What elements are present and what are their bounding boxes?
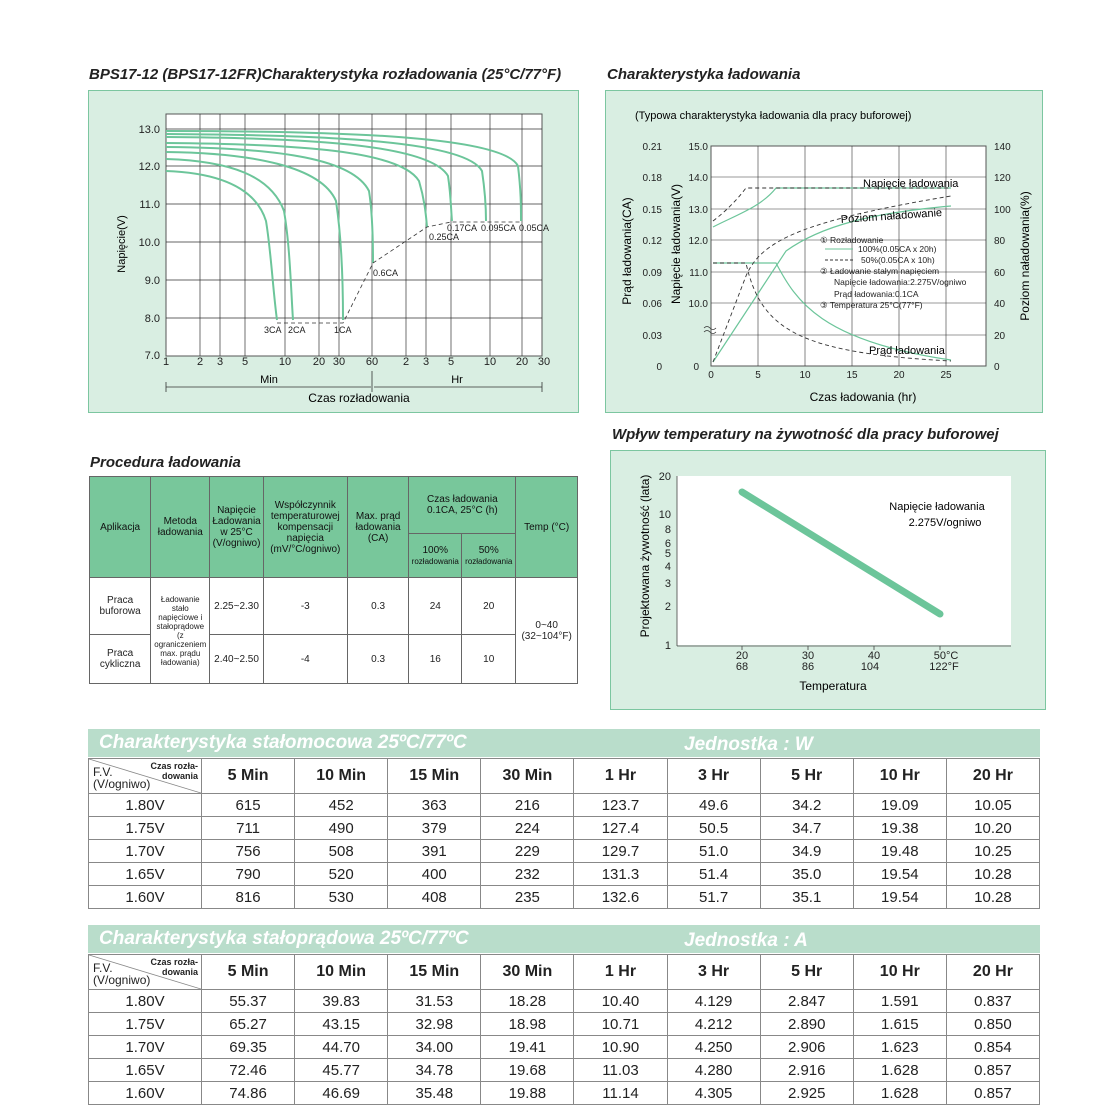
column-header: 10 Hr bbox=[853, 955, 946, 990]
y-tick: 12.0 bbox=[138, 161, 160, 173]
charging-chart bbox=[606, 91, 1042, 412]
x-tick: 20 bbox=[515, 356, 529, 368]
table-cell: 615 bbox=[202, 794, 295, 817]
coef-unit: (mV/°C/ogniwo) bbox=[270, 543, 341, 555]
current-table bbox=[88, 954, 1040, 1105]
table-cell: 1.615 bbox=[853, 1013, 946, 1036]
column-header: 5 Hr bbox=[760, 955, 853, 990]
current-tick: 0.06 bbox=[642, 299, 662, 310]
current-curve-label: Prąd ładowania bbox=[869, 345, 945, 357]
table-cell: 35.1 bbox=[760, 886, 853, 909]
table-cell: 34.00 bbox=[388, 1036, 481, 1059]
table-cell: 50.5 bbox=[667, 817, 760, 840]
corner-fv-label: F.V. (V/ogniwo) bbox=[93, 765, 151, 791]
table-cell: 2.906 bbox=[760, 1036, 853, 1059]
life-tick: 8 bbox=[664, 524, 671, 536]
column-header: 10 Hr bbox=[853, 759, 946, 794]
current-tick: 0 bbox=[656, 362, 662, 373]
column-header: 30 Min bbox=[481, 955, 574, 990]
row-coef: -3 bbox=[263, 578, 347, 635]
y-tick: 11.0 bbox=[139, 199, 160, 211]
temperature-chart bbox=[611, 451, 1045, 709]
power-table-unit: Jednostka : W bbox=[684, 734, 813, 755]
table-cell: 10.71 bbox=[574, 1013, 667, 1036]
level-axis-label: Poziom naładowania(%) bbox=[1018, 191, 1032, 321]
row-maxcur: 0.3 bbox=[347, 578, 409, 635]
level-tick: 100 bbox=[994, 205, 1011, 216]
voltage-tick: 12.0 bbox=[688, 236, 708, 247]
level-tick: 60 bbox=[994, 268, 1006, 279]
row-voltage: 2.40~2.50 bbox=[210, 635, 263, 684]
curve-label: 2CA bbox=[288, 325, 306, 335]
table-cell: 400 bbox=[388, 863, 481, 886]
table-cell: 224 bbox=[481, 817, 574, 840]
x-tick: 30 bbox=[537, 356, 551, 368]
table-cell: 790 bbox=[202, 863, 295, 886]
time-tick: 5 bbox=[755, 370, 761, 381]
row-label: 1.60V bbox=[89, 886, 202, 909]
table-cell: 127.4 bbox=[574, 817, 667, 840]
half-label: 50% bbox=[478, 544, 499, 556]
table-cell: 520 bbox=[295, 863, 388, 886]
level-tick: 0 bbox=[994, 362, 1000, 373]
table-cell: 229 bbox=[481, 840, 574, 863]
table-cell: 34.7 bbox=[760, 817, 853, 840]
table-cell: 391 bbox=[388, 840, 481, 863]
table-cell: 65.27 bbox=[202, 1013, 295, 1036]
table-cell: 4.280 bbox=[667, 1059, 760, 1082]
row-maxcur: 0.3 bbox=[347, 635, 409, 684]
column-header: 15 Min bbox=[388, 955, 481, 990]
x-tick: 30 bbox=[332, 356, 346, 368]
current-tick: 0.21 bbox=[642, 142, 662, 153]
table-cell: 51.7 bbox=[667, 886, 760, 909]
table-cell: 19.38 bbox=[853, 817, 946, 840]
charging-subtitle: (Typowa charakterystyka ładowania dla pracy buforowej) bbox=[635, 110, 912, 122]
current-tick: 0.03 bbox=[642, 331, 662, 342]
table-cell: 235 bbox=[481, 886, 574, 909]
charging-x-label: Czas ładowania (hr) bbox=[809, 390, 917, 404]
x-tick: 5 bbox=[241, 356, 249, 368]
table-cell: 1.628 bbox=[853, 1082, 946, 1105]
table-cell: 49.6 bbox=[667, 794, 760, 817]
temp-f-tick: 104 bbox=[860, 661, 880, 673]
table-cell: 4.129 bbox=[667, 990, 760, 1013]
header-voltage: Napięcie Ładowania w 25°C (V/ogniwo) bbox=[210, 477, 263, 578]
row-app: Praca cykliczna bbox=[90, 635, 151, 684]
curve-label: 3CA bbox=[264, 325, 282, 335]
voltage-axis-label: Napięcie ładowania(V) bbox=[669, 183, 683, 305]
column-header: 5 Hr bbox=[760, 759, 853, 794]
row-label: 1.65V bbox=[89, 1059, 202, 1082]
corner-time-label: Czas rozła-dowania bbox=[150, 761, 198, 781]
temp-note: 2.275V/ogniwo bbox=[908, 517, 982, 529]
life-tick: 3 bbox=[664, 578, 671, 590]
table-cell: 2.890 bbox=[760, 1013, 853, 1036]
table-cell: 452 bbox=[295, 794, 388, 817]
row-label: 1.80V bbox=[89, 990, 202, 1013]
temp-f-tick: 122°F bbox=[929, 661, 959, 673]
table-cell: 816 bbox=[202, 886, 295, 909]
row-label: 1.60V bbox=[89, 1082, 202, 1105]
table-row bbox=[89, 1082, 1040, 1105]
row-coef: -4 bbox=[263, 635, 347, 684]
unit-min: Min bbox=[260, 374, 278, 386]
table-cell: 0.837 bbox=[946, 990, 1039, 1013]
table-cell: 10.25 bbox=[946, 840, 1039, 863]
column-header: 10 Min bbox=[295, 759, 388, 794]
temp-c-tick: 50°C bbox=[933, 650, 959, 662]
table-cell: 4.250 bbox=[667, 1036, 760, 1059]
table-row bbox=[89, 840, 1040, 863]
life-y-label: Projektowana żywotność (lata) bbox=[638, 474, 652, 638]
table-cell: 530 bbox=[295, 886, 388, 909]
x-tick: 3 bbox=[422, 356, 430, 368]
level-tick: 120 bbox=[994, 173, 1011, 184]
half-sub: rozładowania bbox=[465, 556, 513, 566]
x-tick: 60 bbox=[365, 356, 379, 368]
y-tick: 7.0 bbox=[144, 350, 160, 362]
table-cell: 11.14 bbox=[574, 1082, 667, 1105]
table-cell: 19.54 bbox=[853, 863, 946, 886]
header-charge-time: Czas ładowania 0.1CA, 25°C (h) bbox=[409, 477, 516, 534]
x-tick: 10 bbox=[483, 356, 497, 368]
column-header: 3 Hr bbox=[667, 759, 760, 794]
table-cell: 216 bbox=[481, 794, 574, 817]
table-cell: 129.7 bbox=[574, 840, 667, 863]
table-cell: 44.70 bbox=[295, 1036, 388, 1059]
table-cell: 0.854 bbox=[946, 1036, 1039, 1059]
curve-label: 0.17CA bbox=[447, 223, 478, 233]
x-tick: 5 bbox=[447, 356, 455, 368]
temp-f-tick: 86 bbox=[801, 661, 815, 673]
table-cell: 19.41 bbox=[481, 1036, 574, 1059]
coef-text: Współczynnik temperaturowej kompensacji napięcia bbox=[270, 499, 340, 544]
legend-item: Prąd ładowania:0.1CA bbox=[834, 289, 919, 299]
life-tick: 6 bbox=[664, 538, 671, 550]
table-cell: 10.90 bbox=[574, 1036, 667, 1059]
header-coefficient bbox=[263, 477, 347, 578]
curve-label: 0.05CA bbox=[519, 223, 550, 233]
x-axis-label: Czas rozładowania bbox=[308, 391, 410, 405]
row-label: 1.80V bbox=[89, 794, 202, 817]
table-cell: 10.05 bbox=[946, 794, 1039, 817]
table-cell: 2.916 bbox=[760, 1059, 853, 1082]
life-tick: 10 bbox=[658, 509, 671, 521]
time-tick: 0 bbox=[708, 370, 714, 381]
table-cell: 51.0 bbox=[667, 840, 760, 863]
table-cell: 18.98 bbox=[481, 1013, 574, 1036]
table-cell: 19.09 bbox=[853, 794, 946, 817]
table-cell: 132.6 bbox=[574, 886, 667, 909]
table-cell: 34.9 bbox=[760, 840, 853, 863]
column-header: 1 Hr bbox=[574, 955, 667, 990]
current-table-title: Charakterystyka stałoprądowa 25ºC/77ºC bbox=[99, 928, 469, 949]
level-tick: 20 bbox=[994, 331, 1006, 342]
corner-time-label: Czas rozła-dowania bbox=[150, 957, 198, 977]
y-tick: 8.0 bbox=[144, 313, 160, 325]
temperature-panel bbox=[610, 450, 1046, 710]
row-label: 1.65V bbox=[89, 863, 202, 886]
table-cell: 711 bbox=[202, 817, 295, 840]
table-cell: 19.48 bbox=[853, 840, 946, 863]
level-tick: 80 bbox=[994, 236, 1006, 247]
table-cell: 1.591 bbox=[853, 990, 946, 1013]
row-voltage: 2.25~2.30 bbox=[210, 578, 263, 635]
table-cell: 32.98 bbox=[388, 1013, 481, 1036]
column-header: 20 Hr bbox=[946, 955, 1039, 990]
table-row bbox=[89, 990, 1040, 1013]
table-cell: 45.77 bbox=[295, 1059, 388, 1082]
table-cell: 72.46 bbox=[202, 1059, 295, 1082]
charging-title: Charakterystyka ładowania bbox=[607, 66, 801, 83]
header-half bbox=[462, 534, 516, 578]
row-label: 1.75V bbox=[89, 817, 202, 840]
current-tick: 0.09 bbox=[642, 268, 662, 279]
x-tick: 3 bbox=[216, 356, 224, 368]
temp-c-tick: 40 bbox=[867, 650, 881, 662]
column-header: 10 Min bbox=[295, 955, 388, 990]
legend-item: ③ Temperatura 25°C(77°F) bbox=[820, 300, 923, 310]
x-tick: 2 bbox=[402, 356, 410, 368]
time-tick: 25 bbox=[940, 370, 952, 381]
table-cell: 43.15 bbox=[295, 1013, 388, 1036]
table-cell: 19.88 bbox=[481, 1082, 574, 1105]
header-method: Metoda ładowania bbox=[151, 477, 210, 578]
table-cell: 490 bbox=[295, 817, 388, 840]
table-cell: 232 bbox=[481, 863, 574, 886]
column-header: 3 Hr bbox=[667, 955, 760, 990]
temp-x-label: Temperatura bbox=[799, 679, 867, 693]
column-header: 5 Min bbox=[202, 955, 295, 990]
table-cell: 4.212 bbox=[667, 1013, 760, 1036]
table-cell: 10.40 bbox=[574, 990, 667, 1013]
table-cell: 51.4 bbox=[667, 863, 760, 886]
table-row bbox=[89, 863, 1040, 886]
table-cell: 4.305 bbox=[667, 1082, 760, 1105]
x-tick: 10 bbox=[278, 356, 292, 368]
temperature-title: Wpływ temperatury na żywotność dla pracy buforowej bbox=[612, 426, 999, 443]
corner-fv-label: F.V. (V/ogniwo) bbox=[93, 961, 151, 987]
level-tick: 140 bbox=[994, 142, 1011, 153]
table-cell: 123.7 bbox=[574, 794, 667, 817]
table-cell: 10.28 bbox=[946, 886, 1039, 909]
table-cell: 379 bbox=[388, 817, 481, 840]
table-cell: 1.628 bbox=[853, 1059, 946, 1082]
table-cell: 363 bbox=[388, 794, 481, 817]
table-cell: 408 bbox=[388, 886, 481, 909]
row-label: 1.70V bbox=[89, 1036, 202, 1059]
x-tick: 1 bbox=[162, 356, 170, 368]
row-temp: 0~40 (32~104°F) bbox=[516, 578, 578, 684]
table-cell: 46.69 bbox=[295, 1082, 388, 1105]
header-full bbox=[409, 534, 462, 578]
time-tick: 20 bbox=[893, 370, 905, 381]
life-tick: 20 bbox=[658, 471, 671, 483]
y-axis-label: Napięcie(V) bbox=[116, 215, 128, 273]
column-header: 15 Min bbox=[388, 759, 481, 794]
row-full: 24 bbox=[409, 578, 462, 635]
table-row bbox=[89, 886, 1040, 909]
table-row bbox=[89, 817, 1040, 840]
table-cell: 18.28 bbox=[481, 990, 574, 1013]
current-table-unit: Jednostka : A bbox=[684, 930, 808, 951]
table-cell: 55.37 bbox=[202, 990, 295, 1013]
table-cell: 31.53 bbox=[388, 990, 481, 1013]
table-cell: 131.3 bbox=[574, 863, 667, 886]
full-label: 100% bbox=[422, 544, 449, 556]
level-curve-label: Poziom naładowanie bbox=[840, 206, 943, 226]
row-app: Praca buforowa bbox=[90, 578, 151, 635]
table-cell: 10.20 bbox=[946, 817, 1039, 840]
table-cell: 39.83 bbox=[295, 990, 388, 1013]
table-header-row bbox=[89, 955, 1040, 990]
column-header: 30 Min bbox=[481, 759, 574, 794]
curve-label: 1CA bbox=[334, 325, 352, 335]
current-tick: 0.12 bbox=[642, 236, 662, 247]
table-cell: 35.0 bbox=[760, 863, 853, 886]
charging-panel bbox=[605, 90, 1043, 413]
legend-item: 50%(0.05CA x 10h) bbox=[861, 255, 935, 265]
temp-f-tick: 68 bbox=[735, 661, 749, 673]
current-tick: 0.18 bbox=[642, 173, 662, 184]
voltage-curve-label: Napięcie ładowania bbox=[863, 178, 959, 190]
discharge-panel bbox=[88, 90, 579, 413]
table-cell: 34.2 bbox=[760, 794, 853, 817]
voltage-tick: 13.0 bbox=[688, 205, 708, 216]
header-application: Aplikacja bbox=[90, 477, 151, 578]
header-temp: Temp (°C) bbox=[516, 477, 578, 578]
table-row bbox=[89, 1036, 1040, 1059]
row-full: 16 bbox=[409, 635, 462, 684]
voltage-tick: 0 bbox=[693, 362, 699, 373]
current-table-header bbox=[88, 925, 1040, 953]
legend-item: Napięcie ładowania:2.275V/ogniwo bbox=[834, 277, 967, 287]
procedure-table bbox=[89, 476, 578, 684]
header-max-current: Max. prąd ładowania (CA) bbox=[347, 477, 409, 578]
level-tick: 40 bbox=[994, 299, 1006, 310]
table-corner bbox=[89, 759, 202, 794]
y-tick: 13.0 bbox=[138, 124, 160, 136]
table-cell: 34.78 bbox=[388, 1059, 481, 1082]
power-table-header bbox=[88, 729, 1040, 757]
power-table-title: Charakterystyka stałomocowa 25ºC/77ºC bbox=[99, 732, 467, 753]
table-cell: 11.03 bbox=[574, 1059, 667, 1082]
time-tick: 15 bbox=[846, 370, 858, 381]
table-row bbox=[89, 794, 1040, 817]
row-label: 1.70V bbox=[89, 840, 202, 863]
voltage-tick: 14.0 bbox=[688, 173, 708, 184]
table-row bbox=[89, 1013, 1040, 1036]
legend-item: 100%(0.05CA x 20h) bbox=[858, 244, 937, 254]
column-header: 5 Min bbox=[202, 759, 295, 794]
curve-label: 0.25CA bbox=[429, 232, 460, 242]
power-table bbox=[88, 758, 1040, 909]
time-tick: 10 bbox=[799, 370, 811, 381]
table-corner bbox=[89, 955, 202, 990]
table-cell: 2.925 bbox=[760, 1082, 853, 1105]
table-cell: 1.623 bbox=[853, 1036, 946, 1059]
voltage-tick: 15.0 bbox=[688, 142, 708, 153]
table-cell: 74.86 bbox=[202, 1082, 295, 1105]
legend-item: ② Ładowanie stałym napięciem bbox=[820, 266, 940, 276]
column-header: 20 Hr bbox=[946, 759, 1039, 794]
table-row bbox=[89, 1059, 1040, 1082]
table-header-row bbox=[89, 759, 1040, 794]
table-cell: 35.48 bbox=[388, 1082, 481, 1105]
legend-item: ① Rozładowanie bbox=[820, 235, 884, 245]
row-method: Ładowanie stało napięciowe i stałoprądowe (z ograniczeniem max. prądu ładowania) bbox=[151, 578, 210, 684]
row-half: 20 bbox=[462, 578, 516, 635]
row-label: 1.75V bbox=[89, 1013, 202, 1036]
voltage-tick: 10.0 bbox=[688, 299, 708, 310]
y-tick: 9.0 bbox=[144, 275, 160, 287]
full-sub: rozładowania bbox=[411, 556, 459, 566]
life-tick: 4 bbox=[664, 561, 671, 573]
table-cell: 0.857 bbox=[946, 1082, 1039, 1105]
curve-label: 0.6CA bbox=[373, 268, 399, 278]
table-cell: 508 bbox=[295, 840, 388, 863]
life-tick: 5 bbox=[664, 548, 671, 560]
curve-label: 0.095CA bbox=[481, 223, 517, 233]
x-tick: 20 bbox=[312, 356, 326, 368]
row-half: 10 bbox=[462, 635, 516, 684]
current-tick: 0.15 bbox=[642, 205, 662, 216]
current-axis-label: Prąd ładowania(CA) bbox=[620, 197, 634, 305]
procedure-title: Procedura ładowania bbox=[90, 454, 241, 471]
temp-note: Napięcie ładowania bbox=[889, 501, 985, 513]
table-cell: 756 bbox=[202, 840, 295, 863]
y-tick: 10.0 bbox=[138, 237, 160, 249]
discharge-title: BPS17-12 (BPS17-12FR)Charakterystyka rozładowania (25°C/77°F) bbox=[89, 66, 562, 83]
discharge-chart bbox=[89, 91, 578, 412]
table-cell: 2.847 bbox=[760, 990, 853, 1013]
life-tick: 2 bbox=[664, 601, 671, 613]
table-cell: 0.857 bbox=[946, 1059, 1039, 1082]
x-tick: 2 bbox=[196, 356, 204, 368]
voltage-tick: 11.0 bbox=[689, 268, 708, 279]
table-cell: 0.850 bbox=[946, 1013, 1039, 1036]
unit-hr: Hr bbox=[451, 374, 463, 386]
column-header: 1 Hr bbox=[574, 759, 667, 794]
table-cell: 10.28 bbox=[946, 863, 1039, 886]
table-cell: 19.54 bbox=[853, 886, 946, 909]
temp-c-tick: 30 bbox=[801, 650, 815, 662]
table-cell: 69.35 bbox=[202, 1036, 295, 1059]
table-cell: 19.68 bbox=[481, 1059, 574, 1082]
temp-c-tick: 20 bbox=[735, 650, 749, 662]
life-tick: 1 bbox=[664, 640, 671, 652]
